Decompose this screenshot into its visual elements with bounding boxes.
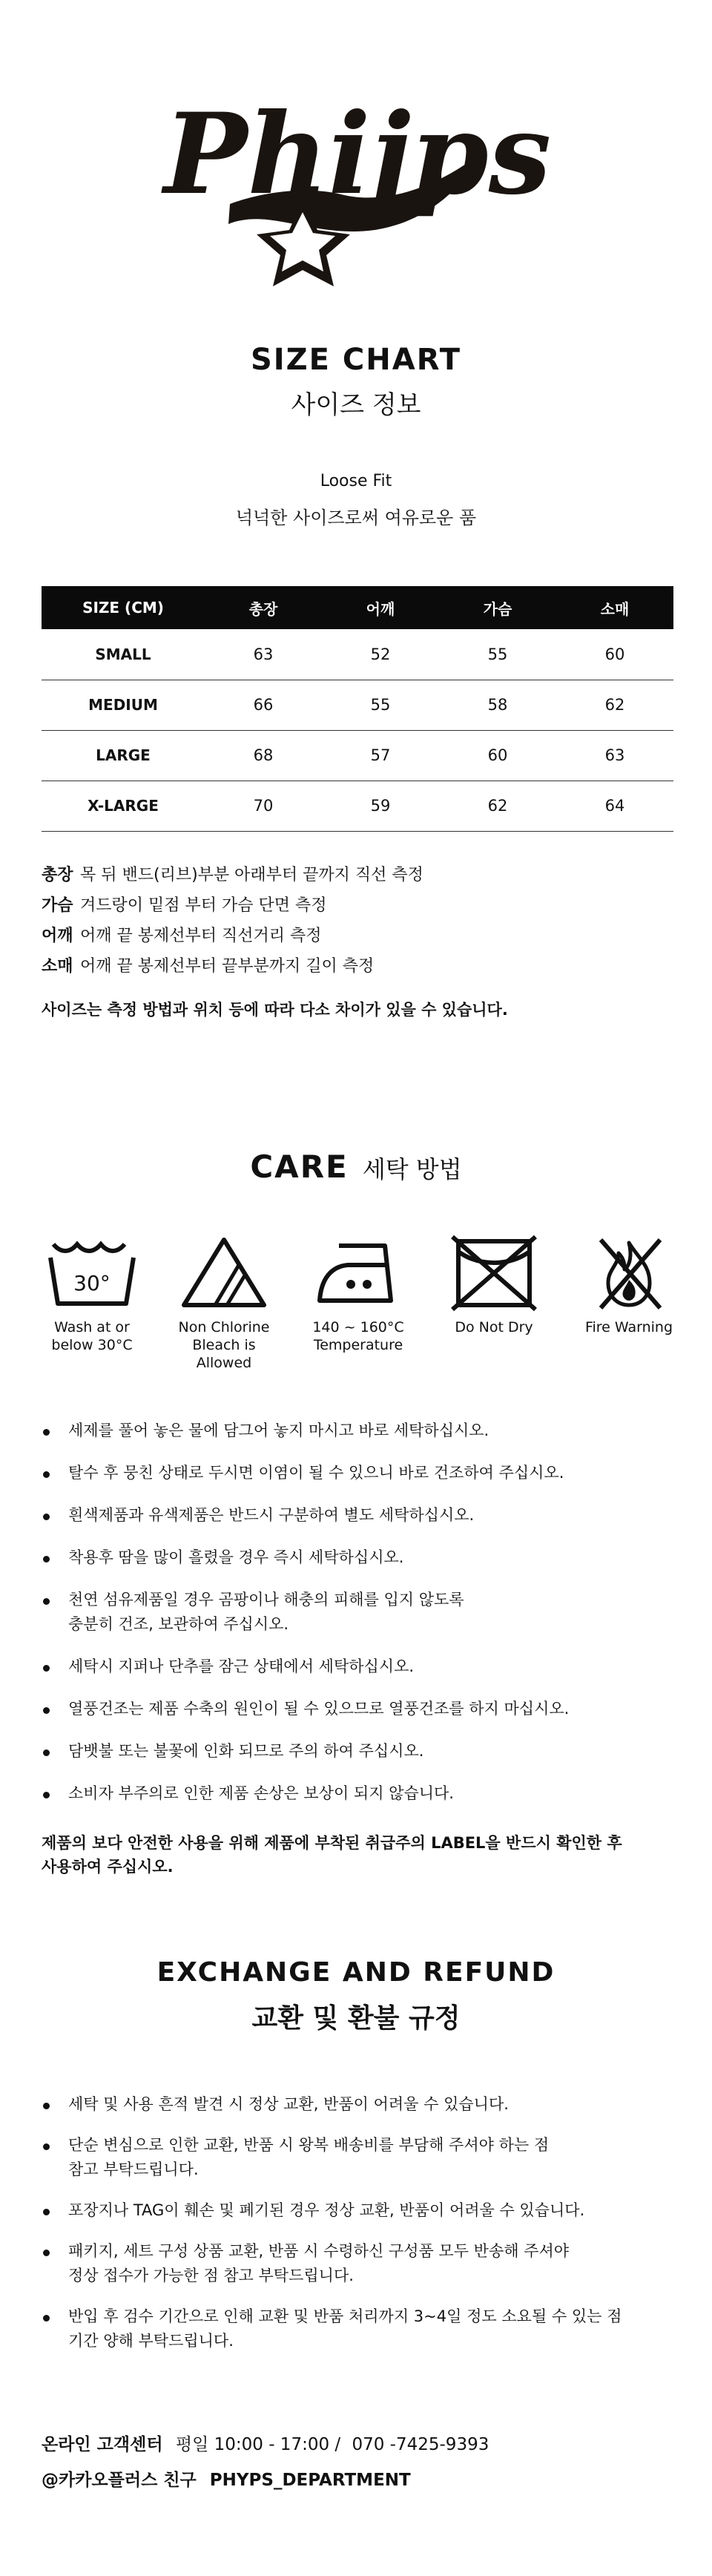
col-header-chest: 가슴 (439, 586, 556, 629)
list-item: 반입 후 검수 기간으로 인해 교환 및 반품 처리까지 3~4일 정도 소요될 수 있는 점 기간 양해 부탁드립니다. (42, 2304, 679, 2353)
size-label: LARGE (42, 730, 205, 781)
table-cell: 55 (439, 629, 556, 680)
size-label: SMALL (42, 629, 205, 680)
table-cell: 57 (322, 730, 439, 781)
list-item: 세탁시 지퍼나 단추를 잠근 상태에서 세탁하십시오. (42, 1655, 679, 1679)
size-table-header-row (42, 586, 673, 629)
brand-logo-text: Phijps (163, 89, 552, 220)
table-cell: 55 (322, 680, 439, 730)
table-cell: 60 (439, 730, 556, 781)
list-item: 세제를 풀어 놓은 물에 담그어 놓지 마시고 바로 세탁하십시오. (42, 1419, 679, 1443)
non-chlorine-bleach-icon (179, 1235, 268, 1310)
list-item: 열풍건조는 제품 수축의 원인이 될 수 있으므로 열풍건조를 하지 마십시오. (42, 1697, 679, 1721)
table-cell: 68 (205, 730, 322, 781)
list-item: 단순 변심으로 인한 교환, 반품 시 왕복 배송비를 부담해 주셔야 하는 점 참고 부탁드립니다. (42, 2133, 679, 2182)
table-row (42, 781, 673, 831)
measurement-term: 총장 (42, 866, 73, 884)
care-title: CARE (250, 1149, 349, 1185)
col-header-length: 총장 (205, 586, 322, 629)
care-notice: 제품의 보다 안전한 사용을 위해 제품에 부착된 취급주의 LABEL을 반드시 확인한 후 사용하여 주십시오. (42, 1834, 622, 1876)
do-not-dry-icon (449, 1235, 538, 1310)
exchange-list (42, 2092, 679, 2353)
table-cell: 58 (439, 680, 556, 730)
list-item: 담뱃불 또는 불꽃에 인화 되므로 주의 하여 주십시오. (42, 1739, 679, 1764)
size-note: 사이즈는 측정 방법과 위치 등에 따라 다소 차이가 있을 수 있습니다. (42, 1001, 508, 1019)
care-label: Wash at or below 30°C (51, 1319, 133, 1353)
fit-name: Loose Fit (320, 472, 392, 490)
list-item: 패키지, 세트 구성 상품 교환, 반품 시 수령하신 구성품 모두 반송해 주셔야 정상 접수가 가능한 점 참고 부탁드립니다. (42, 2239, 679, 2288)
list-item: 흰색제품과 유색제품은 반드시 구분하여 별도 세탁하십시오. (42, 1503, 679, 1528)
col-header-sleeve: 소매 (556, 586, 673, 629)
size-table (42, 586, 673, 832)
measurement-desc: 겨드랑이 밑점 부터 가슴 단면 측정 (80, 896, 327, 915)
measurement-item (42, 891, 327, 921)
table-cell: 70 (205, 781, 322, 831)
list-item: 소비자 부주의로 인한 제품 손상은 보상이 되지 않습니다. (42, 1781, 679, 1806)
size-chart-subtitle: 사이즈 정보 (291, 390, 421, 420)
care-heading (0, 1149, 712, 1185)
care-label: 140 ~ 160°C Temperature (312, 1319, 404, 1353)
exchange-subtitle: 교환 및 환불 규정 (251, 2003, 461, 2034)
kakao-label: @카카오플러스 친구 (42, 2471, 197, 2490)
care-item-fire (577, 1235, 681, 1336)
care-label: Non Chlorine Bleach is Allowed (178, 1319, 270, 1371)
wash-30-icon (47, 1235, 136, 1310)
exchange-title: EXCHANGE AND REFUND (156, 1957, 556, 1988)
col-header-size: SIZE (CM) (42, 586, 205, 629)
table-cell: 64 (556, 781, 673, 831)
cs-phone[interactable]: 070 -7425-9393 (352, 2435, 490, 2454)
measurement-term: 소매 (42, 957, 73, 976)
table-cell: 62 (439, 781, 556, 831)
table-cell: 63 (556, 730, 673, 781)
measurement-desc: 어깨 끝 봉제선부터 끝부분까지 길이 측정 (80, 957, 375, 976)
care-label: Do Not Dry (455, 1319, 533, 1335)
fire-warning-icon (584, 1235, 673, 1310)
care-instructions-list (42, 1419, 679, 1806)
measurement-item (42, 921, 322, 951)
fit-description: 넉넉한 사이즈로써 여유로운 품 (235, 507, 477, 528)
table-cell: 63 (205, 629, 322, 680)
care-item-bleach (172, 1235, 276, 1372)
table-cell: 62 (556, 680, 673, 730)
table-row (42, 730, 673, 781)
care-item-dry (442, 1235, 546, 1336)
list-item: 세탁 및 사용 흔적 발견 시 정상 교환, 반품이 어려울 수 있습니다. (42, 2092, 679, 2117)
size-label: MEDIUM (42, 680, 205, 730)
kakao-line (42, 2466, 411, 2491)
svg-text:30°: 30° (73, 1271, 111, 1295)
iron-medium-icon (314, 1235, 403, 1310)
care-subtitle: 세탁 방법 (362, 1155, 462, 1183)
list-item: 탈수 후 뭉친 상태로 두시면 이염이 될 수 있으니 바로 건조하여 주십시오. (42, 1461, 679, 1485)
table-cell: 60 (556, 629, 673, 680)
list-item: 천연 섬유제품일 경우 곰팡이나 해충의 피해를 입지 않도록 충분히 건조, 보관하여 주십시오. (42, 1588, 679, 1637)
size-label: X-LARGE (42, 781, 205, 831)
table-row (42, 680, 673, 730)
care-item-iron (306, 1235, 410, 1354)
care-label: Fire Warning (584, 1319, 673, 1335)
measurement-term: 가슴 (42, 896, 73, 915)
table-row (42, 629, 673, 680)
cs-label: 온라인 고객센터 (42, 2435, 163, 2454)
customer-center-line (42, 2431, 489, 2455)
list-item: 착용후 땀을 많이 흘렸을 경우 즉시 세탁하십시오. (42, 1545, 679, 1570)
kakao-id[interactable]: PHYPS_DEPARTMENT (209, 2471, 411, 2490)
table-cell: 66 (205, 680, 322, 730)
brand-logo (163, 82, 552, 304)
table-cell: 59 (322, 781, 439, 831)
cs-hours: 평일 10:00 - 17:00 / (175, 2435, 341, 2454)
col-header-shoulder: 어깨 (322, 586, 439, 629)
measurement-desc: 어깨 끝 봉제선부터 직선거리 측정 (80, 927, 322, 945)
measurement-item (42, 861, 423, 890)
measurement-term: 어깨 (42, 927, 73, 945)
measurement-item (42, 952, 374, 982)
size-chart-title: SIZE CHART (250, 343, 462, 377)
list-item: 포장지나 TAG이 훼손 및 폐기된 경우 정상 교환, 반품이 어려울 수 있습니다. (42, 2198, 679, 2223)
table-cell: 52 (322, 629, 439, 680)
measurement-desc: 목 뒤 밴드(리브)부분 아래부터 끝까지 직선 측정 (80, 866, 423, 884)
care-item-wash (40, 1235, 144, 1354)
